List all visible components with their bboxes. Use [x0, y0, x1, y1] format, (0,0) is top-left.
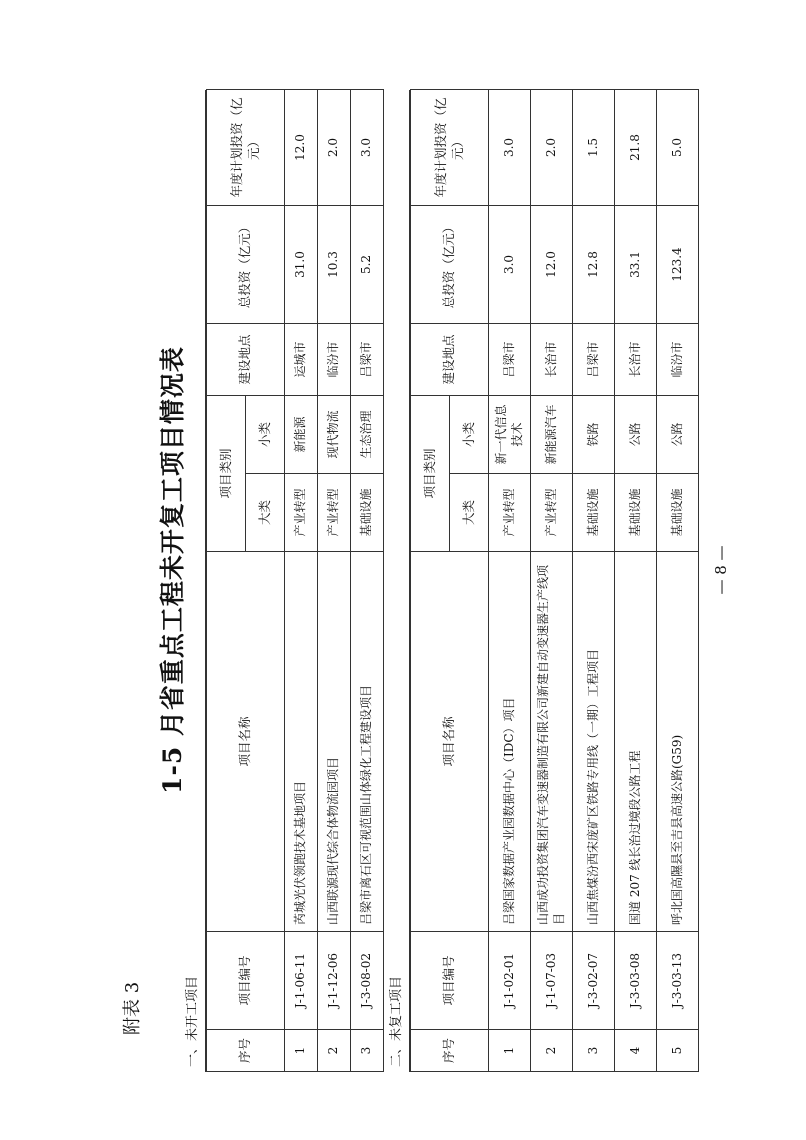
cell-annual: 2.0 [318, 89, 351, 205]
cell-minor: 铁路 [573, 395, 615, 473]
cell-seq: 2 [318, 1030, 351, 1072]
cell-annual: 2.0 [531, 89, 573, 205]
cell-total: 123.4 [657, 205, 699, 323]
cell-total: 3.0 [489, 205, 531, 323]
section-title: 一、未开工项目 [180, 90, 206, 1072]
cell-location: 长治市 [531, 323, 573, 395]
table-row [615, 89, 657, 1071]
cell-minor: 新一代信息技术 [489, 395, 531, 473]
cell-code: J-3-03-08 [615, 932, 657, 1030]
header-annual-invest: 年度计划投资（亿元） [411, 89, 489, 205]
cell-annual: 21.8 [615, 89, 657, 205]
cell-seq: 3 [351, 1030, 384, 1072]
cell-seq: 1 [489, 1030, 531, 1072]
project-table [206, 89, 384, 1072]
cell-name: 山西联源现代综合体物流园项目 [318, 552, 351, 932]
header-seq: 序号 [207, 1030, 285, 1072]
cell-code: J-3-03-13 [657, 932, 699, 1030]
header-minor: 小类 [450, 395, 489, 473]
cell-major: 产业转型 [285, 474, 318, 552]
section-title: 二、未复工项目 [384, 90, 410, 1072]
cell-name: 吕梁国家数据产业园数据中心（IDC）项目 [489, 552, 531, 932]
cell-location: 临汾市 [657, 323, 699, 395]
cell-major: 产业转型 [489, 474, 531, 552]
project-table [410, 89, 699, 1072]
cell-code: J-1-06-11 [285, 932, 318, 1030]
cell-seq: 1 [285, 1030, 318, 1072]
cell-total: 31.0 [285, 205, 318, 323]
cell-major: 产业转型 [531, 474, 573, 552]
cell-name: 吕梁市离石区可视范围山体绿化工程建设项目 [351, 552, 384, 932]
cell-total: 12.8 [573, 205, 615, 323]
cell-seq: 3 [573, 1030, 615, 1072]
cell-name: 芮城光伏领跑技术基地项目 [285, 552, 318, 932]
header-name: 项目名称 [207, 552, 285, 932]
cell-code: J-1-07-03 [531, 932, 573, 1030]
cell-total: 5.2 [351, 205, 384, 323]
section-not-started [180, 90, 384, 1072]
header-code: 项目编号 [207, 932, 285, 1030]
cell-name: 国道 207 线长治过境段公路工程 [615, 552, 657, 932]
header-code: 项目编号 [411, 932, 489, 1030]
cell-seq: 4 [615, 1030, 657, 1072]
cell-annual: 1.5 [573, 89, 615, 205]
header-category: 项目类别 [411, 395, 450, 551]
header-location: 建设地点 [411, 323, 489, 395]
header-total-invest: 总投资（亿元） [411, 205, 489, 323]
cell-minor: 新能源 [285, 395, 318, 473]
cell-location: 长治市 [615, 323, 657, 395]
header-major: 大类 [450, 474, 489, 552]
cell-total: 12.0 [531, 205, 573, 323]
cell-minor: 生态治理 [351, 395, 384, 473]
header-total-invest: 总投资（亿元） [207, 205, 285, 323]
header-seq: 序号 [411, 1030, 489, 1072]
cell-annual: 12.0 [285, 89, 318, 205]
cell-location: 吕梁市 [489, 323, 531, 395]
cell-major: 基础设施 [615, 474, 657, 552]
table-row [657, 89, 699, 1071]
cell-code: J-3-02-07 [573, 932, 615, 1030]
page-number: — 8 — [712, 545, 730, 595]
appendix-label: 附表 3 [122, 981, 143, 1035]
header-major: 大类 [246, 474, 285, 552]
cell-minor: 新能源汽车 [531, 395, 573, 473]
cell-code: J-1-02-01 [489, 932, 531, 1030]
cell-annual: 5.0 [657, 89, 699, 205]
cell-name: 山西成功投资集团汽车变速器制造有限公司新建自动变速器生产线项目 [531, 552, 573, 932]
header-name: 项目名称 [411, 552, 489, 932]
table-row [489, 89, 531, 1071]
cell-seq: 2 [531, 1030, 573, 1072]
cell-major: 基础设施 [351, 474, 384, 552]
header-location: 建设地点 [207, 323, 285, 395]
cell-code: J-3-08-02 [351, 932, 384, 1030]
cell-location: 运城市 [285, 323, 318, 395]
cell-annual: 3.0 [489, 89, 531, 205]
cell-annual: 3.0 [351, 89, 384, 205]
table-row [285, 89, 318, 1071]
cell-minor: 公路 [657, 395, 699, 473]
header-row [411, 89, 450, 1071]
cell-location: 临汾市 [318, 323, 351, 395]
header-minor: 小类 [246, 395, 285, 473]
cell-total: 10.3 [318, 205, 351, 323]
header-category: 项目类别 [207, 395, 246, 551]
cell-total: 33.1 [615, 205, 657, 323]
cell-major: 基础设施 [573, 474, 615, 552]
cell-location: 吕梁市 [573, 323, 615, 395]
table-row [573, 89, 615, 1071]
cell-minor: 公路 [615, 395, 657, 473]
table-row [531, 89, 573, 1071]
table-row [351, 89, 384, 1071]
header-annual-invest: 年度计划投资（亿元） [207, 89, 285, 205]
cell-seq: 5 [657, 1030, 699, 1072]
cell-location: 吕梁市 [351, 323, 384, 395]
cell-name: 山西焦煤汾西宋庞矿区铁路专用线（一期）工程项目 [573, 552, 615, 932]
cell-code: J-1-12-06 [318, 932, 351, 1030]
cell-name: 呼北国高隰县至吉县高速公路(G59) [657, 552, 699, 932]
cell-major: 产业转型 [318, 474, 351, 552]
cell-major: 基础设施 [657, 474, 699, 552]
header-row [207, 89, 246, 1071]
page-title: 1-5 月省重点工程未开复工项目情况表 [158, 346, 187, 794]
section-not-resumed [384, 90, 699, 1072]
table-row [318, 89, 351, 1071]
cell-minor: 现代物流 [318, 395, 351, 473]
